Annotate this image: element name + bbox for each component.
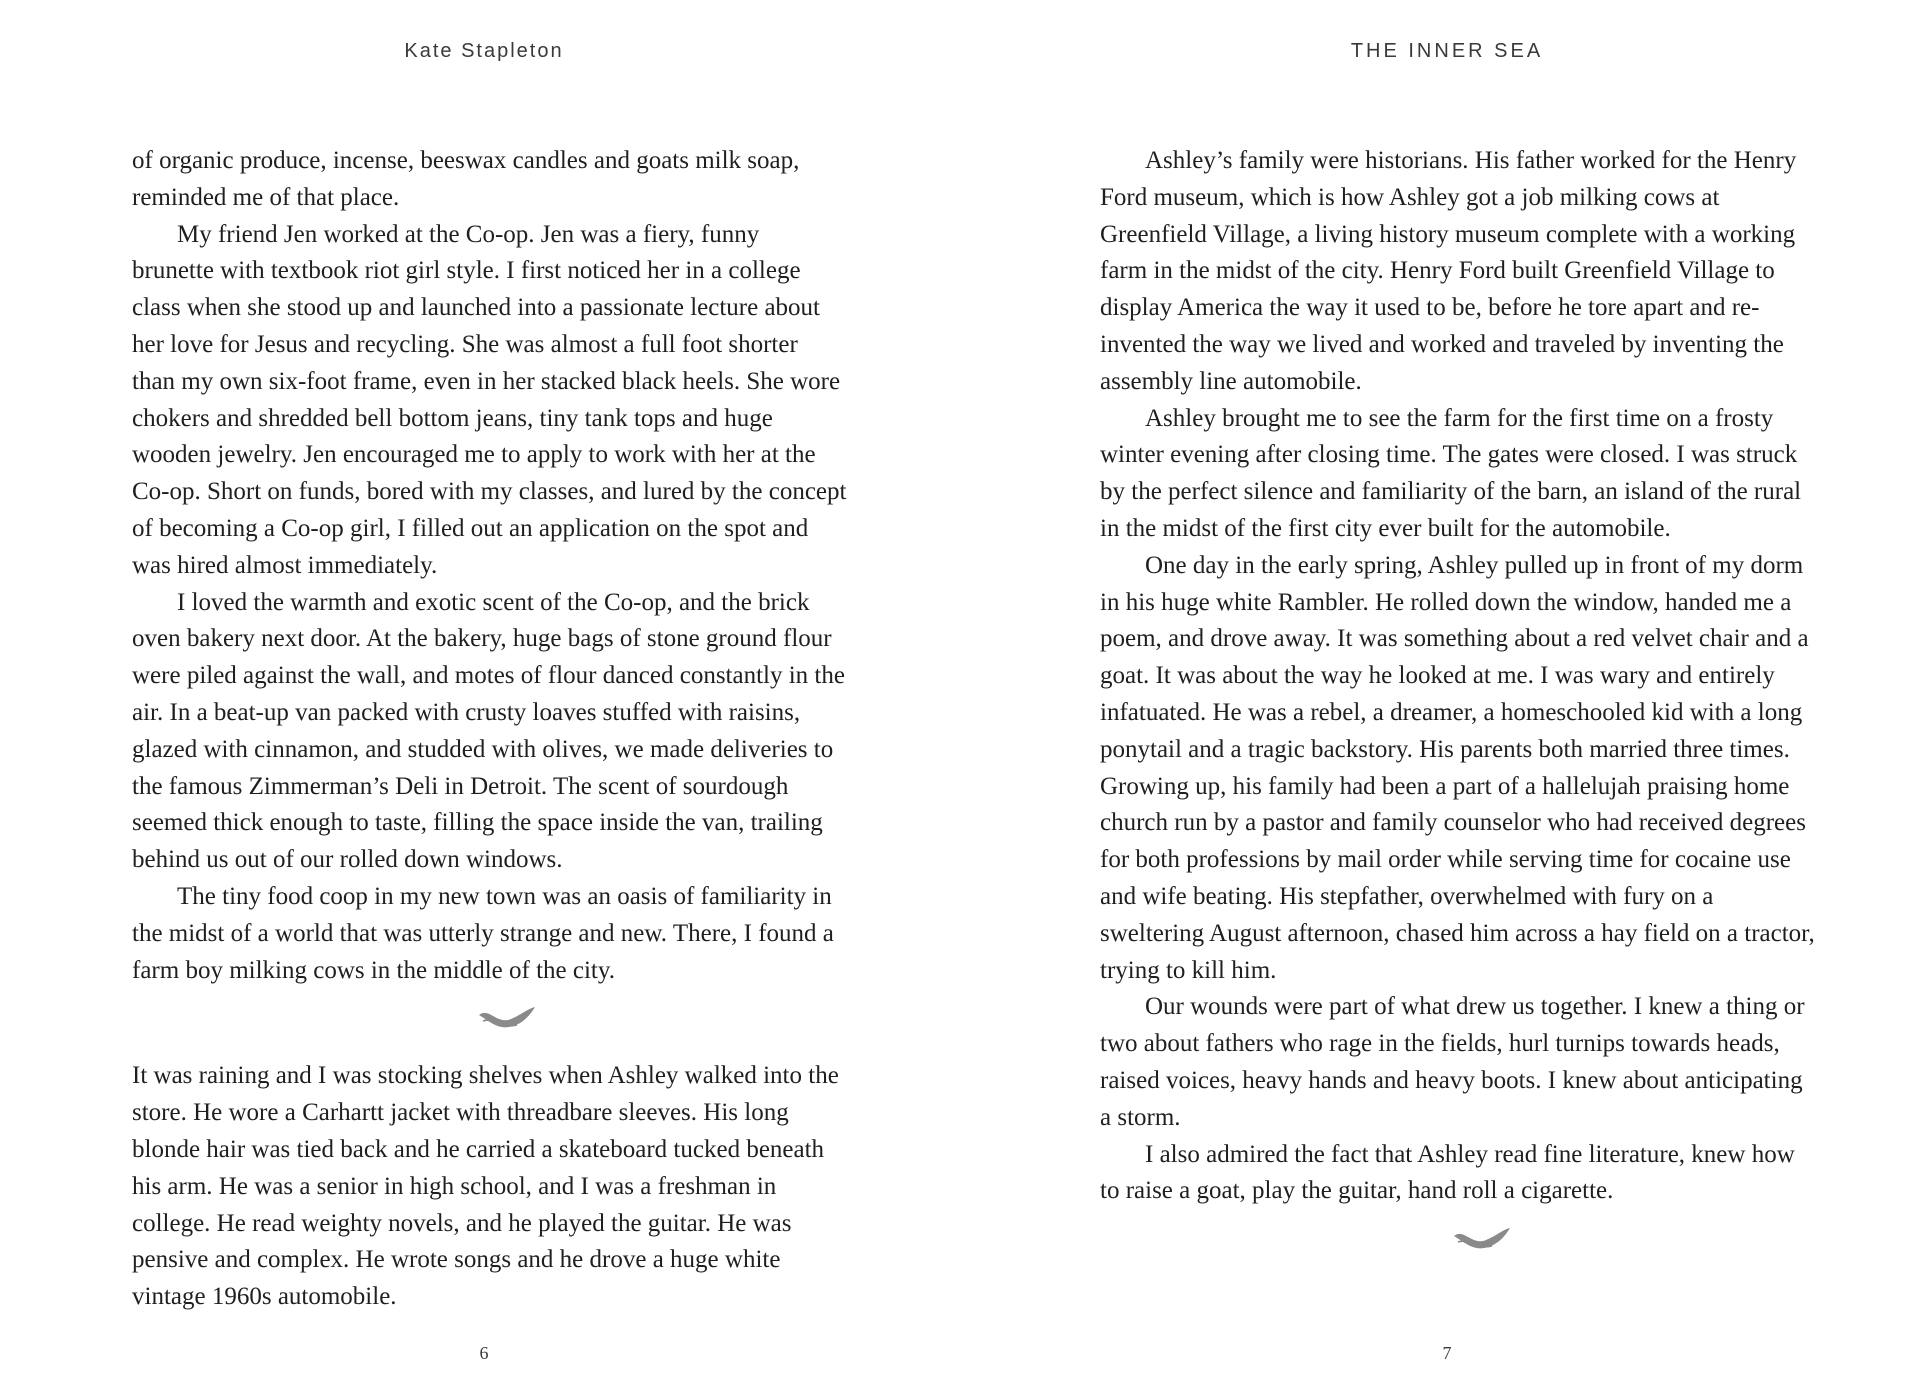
- paragraph: My friend Jen worked at the Co-op. Jen was a fiery, funny brunette with textbook riot girl style. I first noticed her in a college class when she stood up and launched into a passionate lecture about her love for Jesus and recycling. She was almost a full foot shorter than my own six-foot frame, even in her stacked black heels. She wore chokers and shredded bell bottom jeans, tiny tank tops and huge wooden jewelry. Jen encouraged me to apply to work with her at the Co-op. Short on funds, bored with my classes, and lured by the concept of becoming a Co-op girl, I filled out an application on the spot and was hired almost immediately.: [132, 220, 847, 579]
- left-page: [0, 0, 962, 1400]
- paragraph: One day in the early spring, Ashley pulled up in front of my dorm in his huge white Rambler. He rolled down the window, handed me a poem, and drove away. It was something about a red velvet chair and a goat. It was about the way he looked at me. I was wary and entirely infatuated. He was a rebel, a dreamer, a homeschooled kid with a long ponytail and a tragic backstory. His parents both married three times. Growing up, his family had been a part of a hallelujah praising home church run by a pastor and family counselor who had received degrees for both professions by mail order while serving time for cocaine use and wife beating. His stepfather, overwhelmed with fury on a sweltering August afternoon, chased him across a hay field on a tractor, trying to kill him.: [1100, 551, 1815, 984]
- left-page-body: [132, 143, 847, 1316]
- paragraph: The tiny food coop in my new town was an oasis of familiarity in the midst of a world that was utterly strange and new. There, I found a farm boy milking cows in the middle of the city.: [132, 882, 834, 984]
- page-number: 6: [479, 1343, 489, 1363]
- paragraph: Ashley’s family were historians. His father worked for the Henry Ford museum, which is how Ashley got a job milking cows at Greenfield Village, a living history museum complete with a working farm in the midst of the city. Henry Ford built Greenfield Village to display America the way it used to be, before he tore apart and re-invented the way we lived and worked and traveled by inventing the assembly line automobile.: [1100, 147, 1797, 395]
- paragraph: I loved the warmth and exotic scent of the Co-op, and the brick oven bakery next door. At the bakery, huge bags of stone ground flour were piled against the wall, and motes of flour danced constantly in the air. In a beat-up van packed with crusty loaves stuffed with raisins, glazed with cinnamon, and studded with olives, we made deliveries to the famous Zimmerman’s Deli in Detroit. The scent of sourdough seemed thick enough to taste, filling the space inside the van, trailing behind us out of our rolled down windows.: [132, 588, 845, 874]
- page-number: 7: [1442, 1343, 1452, 1363]
- paragraph: of organic produce, incense, beeswax candles and goats milk soap, reminded me of that place.: [132, 147, 800, 211]
- right-page-body: [1100, 143, 1815, 1279]
- paragraph: Our wounds were part of what drew us together. I knew a thing or two about fathers who rage in the fields, hurl turnips towards heads, raised voices, heavy hands and heavy boots. I knew about anticipating a storm.: [1100, 993, 1805, 1131]
- wave-ornament-icon: [1452, 1224, 1512, 1254]
- running-head-title: THE INNER SEA: [1350, 40, 1544, 62]
- paragraph: Ashley brought me to see the farm for the first time on a frosty winter evening after closing time. The gates were closed. I was struck by the perfect silence and familiarity of the barn, an island of the rural in the midst of the first city ever built for the automobile.: [1100, 404, 1802, 542]
- running-head-author: Kate Stapleton: [404, 40, 564, 62]
- section-break: [132, 997, 847, 1052]
- paragraph: I also admired the fact that Ashley read fine literature, knew how to raise a goat, play the guitar, hand roll a cigarette.: [1100, 1140, 1795, 1205]
- right-page: [963, 0, 1925, 1400]
- wave-ornament-icon: [477, 1003, 537, 1033]
- paragraph: It was raining and I was stocking shelves when Ashley walked into the store. He wore a Carhartt jacket with threadbare sleeves. His long blonde hair was tied back and he carried a skateboard tucked beneath his arm. He was a senior in high school, and I was a freshman in college. He read weighty novels, and he played the guitar. He was pensive and complex. He wrote songs and he drove a huge white vintage 1960s automobile.: [132, 1062, 839, 1311]
- section-break: [1100, 1218, 1815, 1273]
